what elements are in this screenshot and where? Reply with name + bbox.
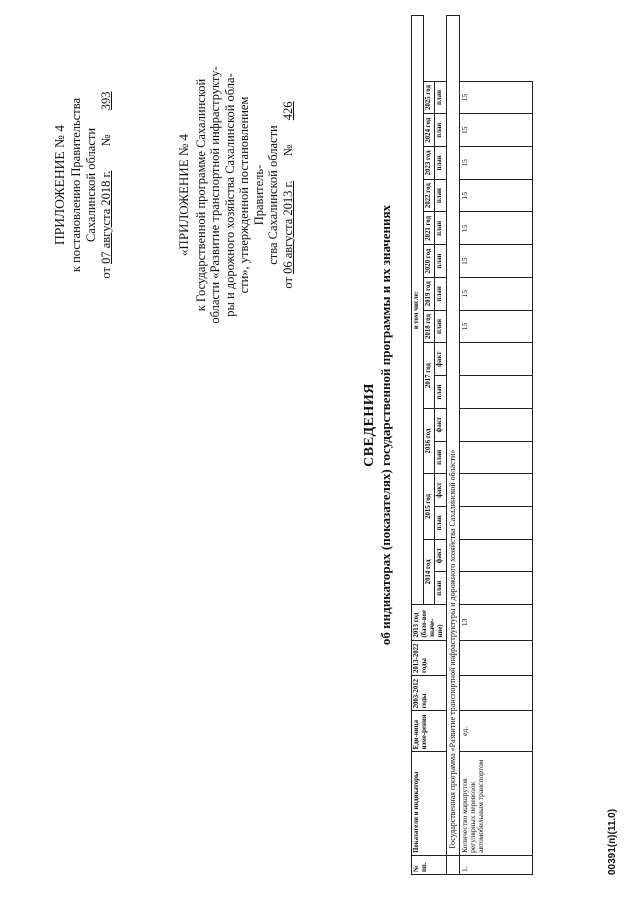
header-2022: 2022 год [423, 179, 435, 212]
header-including: в том числе: [412, 16, 424, 605]
header-fact: факт [435, 474, 447, 507]
prev-appendix-number: 426 [280, 101, 295, 121]
title-sub: об индикаторах (показателях) государственной программы и их значениях [378, 204, 393, 646]
row-2022: 15 [460, 179, 533, 212]
header-plan: план [435, 179, 447, 212]
table-header-row-1 [412, 16, 424, 875]
prev-appendix-title: «ПРИЛОЖЕНИЕ № 4 [176, 133, 191, 257]
row-2025: 15 [460, 81, 533, 114]
previous-appendix-block [177, 65, 295, 325]
header-plan: план [435, 441, 447, 474]
prev-appendix-line2: области «Развитие транспортной инфраструкту- [208, 66, 222, 324]
row-2019: 15 [460, 277, 533, 310]
header-plan: план [435, 81, 447, 114]
prev-appendix-no-label: № [280, 144, 295, 157]
header-2003-2012: 2003-2012 годы [412, 675, 447, 710]
header-plan: план [435, 310, 447, 343]
prev-appendix-date: 06 августа 2013 г. [280, 180, 295, 274]
prev-appendix-from-label: от [280, 277, 295, 289]
header-2024: 2024 год [423, 114, 435, 147]
header-no: № пп. [412, 855, 447, 874]
appendix-date: 07 августа 2018 г. [99, 170, 113, 264]
header-fact: факт [435, 408, 447, 441]
prev-appendix-line3: ры и дорожного хозяйства Сахалинской обла- [222, 73, 237, 317]
header-2021: 2021 год [423, 212, 435, 245]
appendix-line1: к постановлению Правительства [69, 97, 83, 273]
header-unit: Еди-ница изме-рения [412, 711, 447, 752]
row-2013: 13 [460, 605, 533, 640]
row-2020: 15 [460, 245, 533, 278]
header-plan: план [435, 572, 447, 605]
row-2024: 15 [460, 114, 533, 147]
header-2014: 2014 год [423, 539, 435, 604]
row-no: 1. [460, 855, 533, 874]
appendix-block [52, 55, 114, 315]
row-2023: 15 [460, 147, 533, 180]
header-2017: 2017 год [423, 343, 435, 408]
document-code: 00391(п)(11.0) [607, 808, 618, 875]
header-2020: 2020 год [423, 245, 435, 278]
appendix-number: 393 [99, 91, 113, 111]
row-indicator: Количество маршрутов регулярных перевозок автомобильным транспортом [460, 752, 533, 856]
header-2016: 2016 год [423, 408, 435, 473]
header-indicator: Показатели и индикаторы [412, 752, 447, 856]
header-plan: план [435, 376, 447, 409]
appendix-no-label: № [99, 134, 113, 147]
header-plan: план [435, 277, 447, 310]
header-2013-base: 2013 год (базо-вое значе-ние) [412, 605, 447, 640]
program-row [447, 16, 460, 875]
title-main: СВЕДЕНИЯ [362, 383, 377, 467]
document-title [362, 145, 394, 705]
header-2013-2022: 2013-2022 годы [412, 640, 447, 675]
header-plan: план [435, 506, 447, 539]
header-plan: план [435, 147, 447, 180]
indicators-table [411, 15, 533, 875]
header-fact: факт [435, 539, 447, 572]
prev-appendix-date-line [281, 65, 296, 325]
header-2025: 2025 год [423, 81, 435, 114]
indicators-table-wrap [411, 15, 533, 875]
header-2018: 2018 год [423, 310, 435, 343]
header-plan: план [435, 245, 447, 278]
header-2019: 2019 год [423, 277, 435, 310]
prev-appendix-line1: к Государственной программе Сахалинской [193, 78, 208, 312]
row-unit: ед. [460, 711, 533, 752]
prev-appendix-line5: ства Сахалинской области [266, 125, 280, 265]
table-row [460, 16, 533, 875]
appendix-date-line [99, 55, 114, 315]
row-2021: 15 [460, 212, 533, 245]
program-title: Государственная программа «Развитие транспортной инфраструктуры и дорожного хозяйства Сахалинской области» [447, 16, 460, 856]
appendix-title: ПРИЛОЖЕНИЕ № 4 [52, 124, 67, 246]
header-2015: 2015 год [423, 474, 435, 539]
appendix-from-label: от [99, 267, 113, 279]
row-2018: 15 [460, 310, 533, 343]
header-2023: 2023 год [423, 147, 435, 180]
header-plan: план [435, 212, 447, 245]
appendix-line2: Сахалинской области [84, 127, 98, 243]
header-plan: план [435, 114, 447, 147]
header-fact: факт [435, 343, 447, 376]
prev-appendix-line4: сти», утвержденной постановлением Правитель- [237, 96, 266, 294]
